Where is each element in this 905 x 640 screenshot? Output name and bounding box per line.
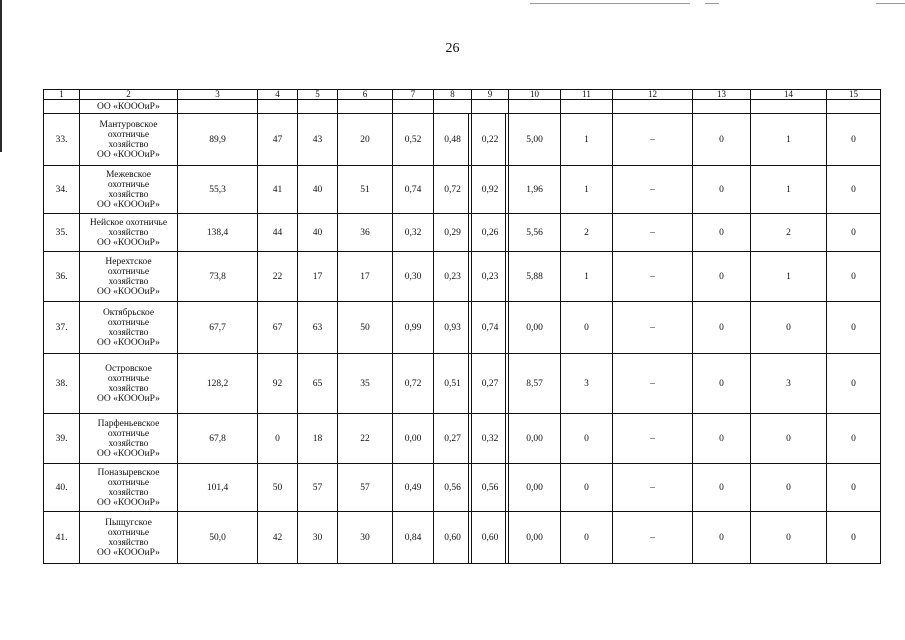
table-row: [44, 512, 881, 564]
table-row: [44, 302, 881, 354]
name-line: Межевское: [105, 169, 152, 180]
name-line: ОО «КОООиР»: [97, 286, 160, 297]
name-line: хозяйство: [108, 487, 149, 498]
cell-col-11: 0: [561, 414, 613, 464]
cell-col-5: 63: [298, 302, 338, 354]
cell-col-12: –: [613, 354, 693, 414]
cell-col-13: 0: [693, 166, 751, 214]
cell-col-14: 0: [751, 464, 827, 512]
cell-col-9: 0,23: [472, 252, 509, 302]
cell-col-4: 47: [258, 114, 298, 166]
cell-col-9: 0,22: [472, 114, 509, 166]
cell-col-12: –: [613, 302, 693, 354]
cell-col-14: 1: [751, 114, 827, 166]
cell-col-13: 0: [693, 114, 751, 166]
name-line: охотничье: [107, 129, 150, 140]
cell-col-15: 0: [827, 464, 881, 512]
row-number: 39.: [44, 414, 80, 464]
table-row: [44, 166, 881, 214]
column-number: 1: [44, 90, 80, 100]
cell-col-15: 0: [827, 354, 881, 414]
name-line: Парфеньевское: [97, 418, 160, 429]
cell-col-9: 0,92: [472, 166, 509, 214]
row-number: 36.: [44, 252, 80, 302]
cell-col-15: 0: [827, 114, 881, 166]
cell-col-11: 3: [561, 354, 613, 414]
cell-col-14: 0: [751, 512, 827, 564]
name-line: охотничье: [107, 317, 150, 328]
name-line: ОО «КОООиР»: [97, 337, 160, 348]
cell-col-6: 30: [338, 512, 393, 564]
name-line: Островское: [105, 363, 152, 374]
name-line: ОО «КОООиР»: [97, 149, 160, 160]
table-row: [44, 252, 881, 302]
name-line: Поназыревское: [97, 467, 160, 478]
cell-col-13: 0: [693, 512, 751, 564]
cell-col-4: 41: [258, 166, 298, 214]
name-line: хозяйство: [108, 383, 149, 394]
scan-artifact-line: [530, 3, 690, 4]
cell-col-6: 50: [338, 302, 393, 354]
cell-col-7: 0,72: [393, 354, 434, 414]
cell-col-10: 0,00: [509, 414, 561, 464]
name-line: Мантуровское: [99, 119, 158, 130]
cell-col-7: 0,32: [393, 214, 434, 252]
cell-col-13: 0: [693, 354, 751, 414]
hunting-farm-name: [80, 414, 178, 464]
cell-col-10: 0,00: [509, 464, 561, 512]
name-line: охотничье: [107, 477, 150, 488]
cell-col-5: 65: [298, 354, 338, 414]
cell-col-6: 57: [338, 464, 393, 512]
hunting-farm-name: [80, 114, 178, 166]
cell-col-7: 0,99: [393, 302, 434, 354]
cell-col-3: 50,0: [178, 512, 258, 564]
cell-col-5: 40: [298, 166, 338, 214]
cell-col-11: 2: [561, 214, 613, 252]
cell-col-6: 22: [338, 414, 393, 464]
cell-col-6: 20: [338, 114, 393, 166]
name-line: хозяйство: [108, 139, 149, 150]
name-line: ОО «КОООиР»: [97, 497, 160, 508]
name-line: Пыщугское: [105, 517, 152, 528]
cell-col-14: 0: [751, 414, 827, 464]
cell-col-3: 138,4: [178, 214, 258, 252]
cell-col-7: 0,30: [393, 252, 434, 302]
cell-col-4: 42: [258, 512, 298, 564]
cell-col-8: 0,29: [434, 214, 472, 252]
column-number: 8: [434, 90, 472, 100]
name-line: хозяйство: [108, 327, 149, 338]
cell-col-5: 40: [298, 214, 338, 252]
cell-col-14: 1: [751, 252, 827, 302]
row-number: 38.: [44, 354, 80, 414]
cell-col-7: 0,84: [393, 512, 434, 564]
cell-col-9: 0,32: [472, 414, 509, 464]
name-line: охотничье: [107, 266, 150, 277]
cell-col-8: 0,60: [434, 512, 472, 564]
name-line: охотничье: [107, 179, 150, 190]
cell-col-8: 0,48: [434, 114, 472, 166]
cell-col-12: –: [613, 512, 693, 564]
cell-col-9: 0,60: [472, 512, 509, 564]
cell-col-8: 0,23: [434, 252, 472, 302]
column-number: 7: [393, 90, 434, 100]
cell-col-10: 5,00: [509, 114, 561, 166]
column-number: 10: [509, 90, 561, 100]
cell-col-14: 3: [751, 354, 827, 414]
cell-col-11: 0: [561, 302, 613, 354]
row-number: 41.: [44, 512, 80, 564]
cell-col-11: 1: [561, 114, 613, 166]
column-number: 11: [561, 90, 613, 100]
cell-col-3: 73,8: [178, 252, 258, 302]
hunting-farm-name: [80, 252, 178, 302]
cell-col-4: 0: [258, 414, 298, 464]
scan-artifact-line: [876, 3, 905, 4]
cell-col-3: 67,7: [178, 302, 258, 354]
cell-col-4: 22: [258, 252, 298, 302]
cell-col-10: 5,56: [509, 214, 561, 252]
cell-col-14: 0: [751, 302, 827, 354]
cell-col-12: –: [613, 114, 693, 166]
column-number: 6: [338, 90, 393, 100]
continued-row: [44, 100, 881, 114]
cell-col-4: 92: [258, 354, 298, 414]
cell-col-6: 36: [338, 214, 393, 252]
cell-col-11: 1: [561, 252, 613, 302]
column-number: 5: [298, 90, 338, 100]
cell-col-11: 0: [561, 464, 613, 512]
row-number: 40.: [44, 464, 80, 512]
cell-col-4: 67: [258, 302, 298, 354]
cell-col-15: 0: [827, 302, 881, 354]
name-line: ОО «КОООиР»: [97, 199, 160, 210]
data-table: [43, 89, 881, 564]
column-number: 9: [472, 90, 509, 100]
cell-col-8: 0,72: [434, 166, 472, 214]
column-number: 2: [80, 90, 178, 100]
cell-col-5: 18: [298, 414, 338, 464]
table-row: [44, 114, 881, 166]
cell-col-8: 0,56: [434, 464, 472, 512]
cell-col-7: 0,00: [393, 414, 434, 464]
table-row: [44, 414, 881, 464]
cell-col-15: 0: [827, 252, 881, 302]
column-number-row: [44, 90, 881, 100]
name-line: ОО «КОООиР»: [97, 547, 160, 558]
hunting-farm-name: [80, 464, 178, 512]
row-number: 37.: [44, 302, 80, 354]
column-number: 14: [751, 90, 827, 100]
cell-col-3: 128,2: [178, 354, 258, 414]
name-line: хозяйство: [108, 537, 149, 548]
cell-col-9: 0,27: [472, 354, 509, 414]
cell-col-14: 2: [751, 214, 827, 252]
column-number: 4: [258, 90, 298, 100]
cell-col-9: 0,56: [472, 464, 509, 512]
cell-col-10: 5,88: [509, 252, 561, 302]
name-line: Нерехтское: [105, 256, 152, 267]
cell-col-15: 0: [827, 512, 881, 564]
cell-col-12: –: [613, 464, 693, 512]
row-number: 33.: [44, 114, 80, 166]
row-number: 34.: [44, 166, 80, 214]
name-line: хозяйство: [108, 189, 149, 200]
cell-col-6: 35: [338, 354, 393, 414]
name-line: ОО «КОООиР»: [97, 448, 160, 459]
cell-col-3: 101,4: [178, 464, 258, 512]
name-line: охотничье: [107, 428, 150, 439]
cell-col-8: 0,51: [434, 354, 472, 414]
cell-col-13: 0: [693, 302, 751, 354]
cell-col-7: 0,52: [393, 114, 434, 166]
cell-col-12: –: [613, 166, 693, 214]
row-number: 35.: [44, 214, 80, 252]
cell-col-10: 0,00: [509, 302, 561, 354]
cell-col-13: 0: [693, 214, 751, 252]
name-line: хозяйство: [108, 276, 149, 287]
cell-col-3: 89,9: [178, 114, 258, 166]
cell-col-9: 0,74: [472, 302, 509, 354]
cell-col-12: –: [613, 252, 693, 302]
scan-artifact-line: [705, 3, 719, 4]
scan-edge-shadow: [0, 0, 2, 152]
cell-col-12: –: [613, 414, 693, 464]
cell-col-10: 1,96: [509, 166, 561, 214]
cell-col-11: 1: [561, 166, 613, 214]
cell-col-7: 0,49: [393, 464, 434, 512]
name-line: охотничье: [107, 527, 150, 538]
continued-row-name: ОО «КОООиР»: [80, 100, 178, 114]
table-row: [44, 354, 881, 414]
page-number: 26: [445, 41, 460, 56]
cell-col-15: 0: [827, 166, 881, 214]
name-line: ОО «КОООиР»: [97, 393, 160, 404]
cell-col-7: 0,74: [393, 166, 434, 214]
hunting-farm-name: [80, 214, 178, 252]
name-line: хозяйство: [108, 227, 149, 238]
cell-col-4: 50: [258, 464, 298, 512]
cell-col-13: 0: [693, 252, 751, 302]
cell-col-15: 0: [827, 214, 881, 252]
cell-col-9: 0,26: [472, 214, 509, 252]
column-number: 13: [693, 90, 751, 100]
hunting-farm-name: [80, 512, 178, 564]
cell-col-12: –: [613, 214, 693, 252]
column-number: 12: [613, 90, 693, 100]
cell-col-10: 8,57: [509, 354, 561, 414]
table-row: [44, 214, 881, 252]
name-line: Нейское охотничье: [89, 217, 168, 228]
cell-col-6: 51: [338, 166, 393, 214]
cell-col-13: 0: [693, 464, 751, 512]
cell-col-6: 17: [338, 252, 393, 302]
hunting-farm-name: [80, 302, 178, 354]
name-line: охотничье: [107, 373, 150, 384]
cell-col-3: 67,8: [178, 414, 258, 464]
name-line: хозяйство: [108, 438, 149, 449]
hunting-farm-name: [80, 166, 178, 214]
cell-col-13: 0: [693, 414, 751, 464]
cell-col-10: 0,00: [509, 512, 561, 564]
hunting-farm-name: [80, 354, 178, 414]
name-line: ОО «КОООиР»: [97, 237, 160, 248]
name-line: Октябрьское: [102, 307, 155, 318]
cell-col-4: 44: [258, 214, 298, 252]
cell-col-11: 0: [561, 512, 613, 564]
cell-col-5: 43: [298, 114, 338, 166]
cell-col-8: 0,93: [434, 302, 472, 354]
column-number: 3: [178, 90, 258, 100]
cell-col-5: 30: [298, 512, 338, 564]
cell-col-14: 1: [751, 166, 827, 214]
table-row: [44, 464, 881, 512]
column-number: 15: [827, 90, 881, 100]
cell-col-3: 55,3: [178, 166, 258, 214]
cell-col-5: 57: [298, 464, 338, 512]
cell-col-15: 0: [827, 414, 881, 464]
cell-col-8: 0,27: [434, 414, 472, 464]
cell-col-5: 17: [298, 252, 338, 302]
